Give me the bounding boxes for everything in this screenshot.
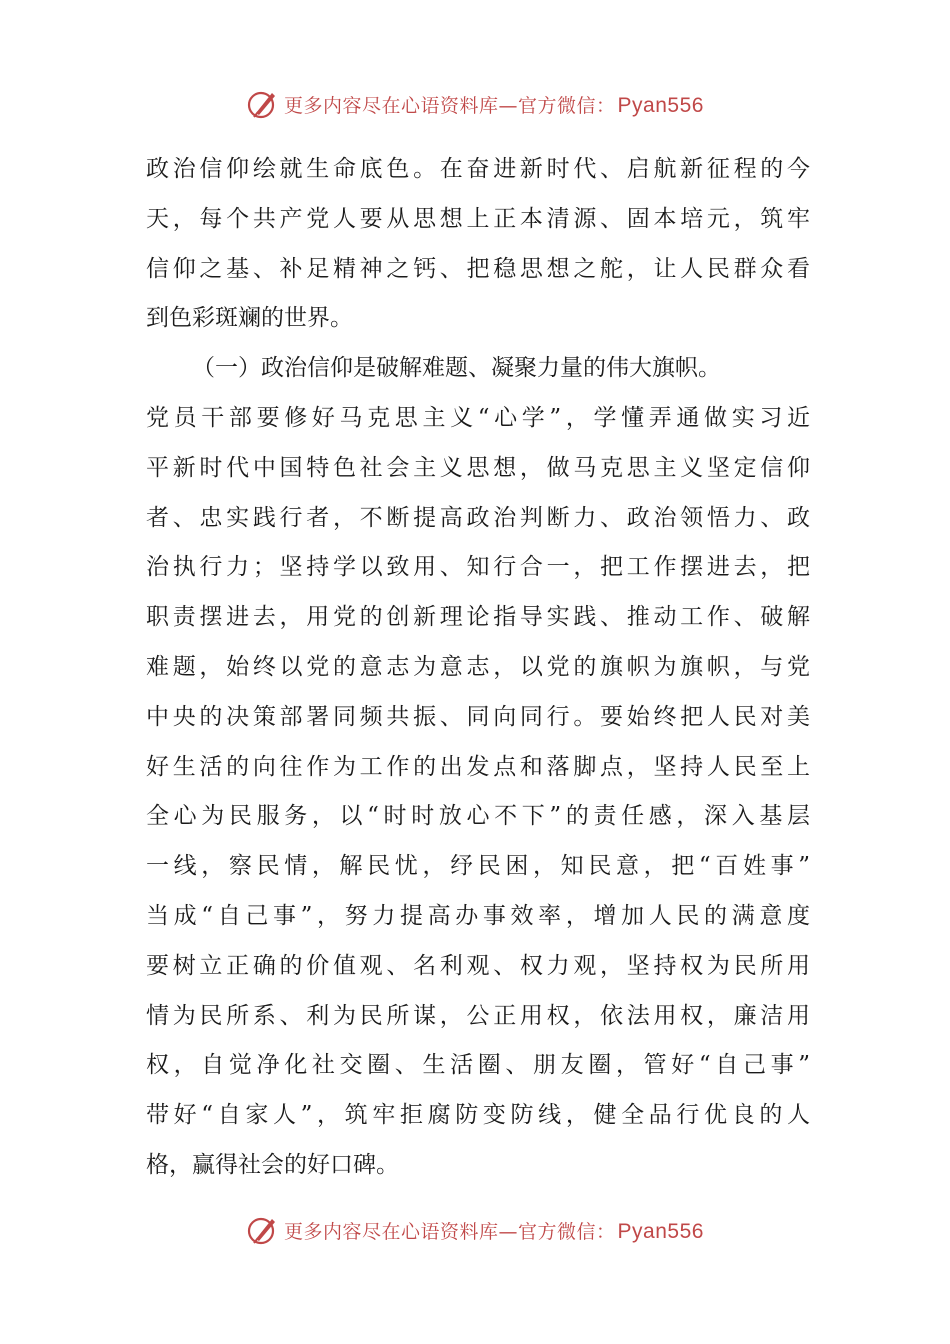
- text-line: 平新时代中国特色社会主义思想，做马克思主义坚定信仰: [146, 454, 810, 481]
- wechat-id: Pyan556: [617, 93, 704, 117]
- text-line: 权，自觉净化社交圈、生活圈、朋友圈，管好“自己事”: [146, 1052, 810, 1079]
- text-line: 当成“自己事”，努力提高办事效率，增加人民的满意度: [146, 902, 810, 929]
- text-line: 到色彩斑斓的世界。: [146, 305, 353, 332]
- text-line: 天，每个共产党人要从思想上正本清源、固本培元，筑牢: [146, 205, 810, 232]
- document-body: [146, 145, 810, 1191]
- text-line: 难题，始终以党的意志为意志，以党的旗帜为旗帜，与党: [146, 653, 810, 680]
- banner-text: [284, 91, 704, 118]
- footer-banner: [0, 1210, 950, 1250]
- banner-text: [284, 1217, 704, 1244]
- quill-pen-circle-icon: [246, 87, 280, 121]
- text-line: 格，赢得社会的好口碑。: [146, 1151, 399, 1178]
- text-line: 政治信仰绘就生命底色。在奋进新时代、启航新征程的今: [146, 156, 810, 182]
- text-line: 带好“自家人”，筑牢拒腐防变防线，健全品行优良的人: [146, 1102, 810, 1129]
- text-line: 中央的决策部署同频共振、同向同行。要始终把人民对美: [146, 703, 810, 730]
- quill-pen-circle-icon: [246, 1213, 280, 1247]
- text-line: 信仰之基、补足精神之钙、把稳思想之舵，让人民群众看: [146, 255, 810, 282]
- text-line: 治执行力；坚持学以致用、知行合一，把工作摆进去，把: [146, 554, 810, 581]
- text-line: 情为民所系、利为民所谋，公正用权，依法用权，廉洁用: [146, 1002, 810, 1029]
- text-line: 一线，察民情，解民忧，纾民困，知民意，把“百姓事”: [146, 853, 810, 880]
- section-heading: （一）政治信仰是破解难题、凝聚力量的伟大旗帜。: [192, 355, 721, 382]
- banner-slogan: 更多内容尽在心语资料库—官方微信：: [284, 1220, 616, 1243]
- header-banner: [0, 84, 950, 124]
- banner-slogan: 更多内容尽在心语资料库—官方微信：: [284, 94, 616, 117]
- text-line: 党员干部要修好马克思主义“心学”，学懂弄通做实习近: [146, 404, 810, 431]
- text-line: 要树立正确的价值观、名利观、权力观，坚持权为民所用: [146, 952, 810, 979]
- text-line: 者、忠实践行者，不断提高政治判断力、政治领悟力、政: [146, 504, 810, 531]
- text-line: 职责摆进去，用党的创新理论指导实践、推动工作、破解: [146, 604, 810, 631]
- text-line: 全心为民服务，以“时时放心不下”的责任感，深入基层: [146, 803, 810, 830]
- wechat-id: Pyan556: [617, 1219, 704, 1243]
- text-line: 好生活的向往作为工作的出发点和落脚点，坚持人民至上: [146, 753, 810, 780]
